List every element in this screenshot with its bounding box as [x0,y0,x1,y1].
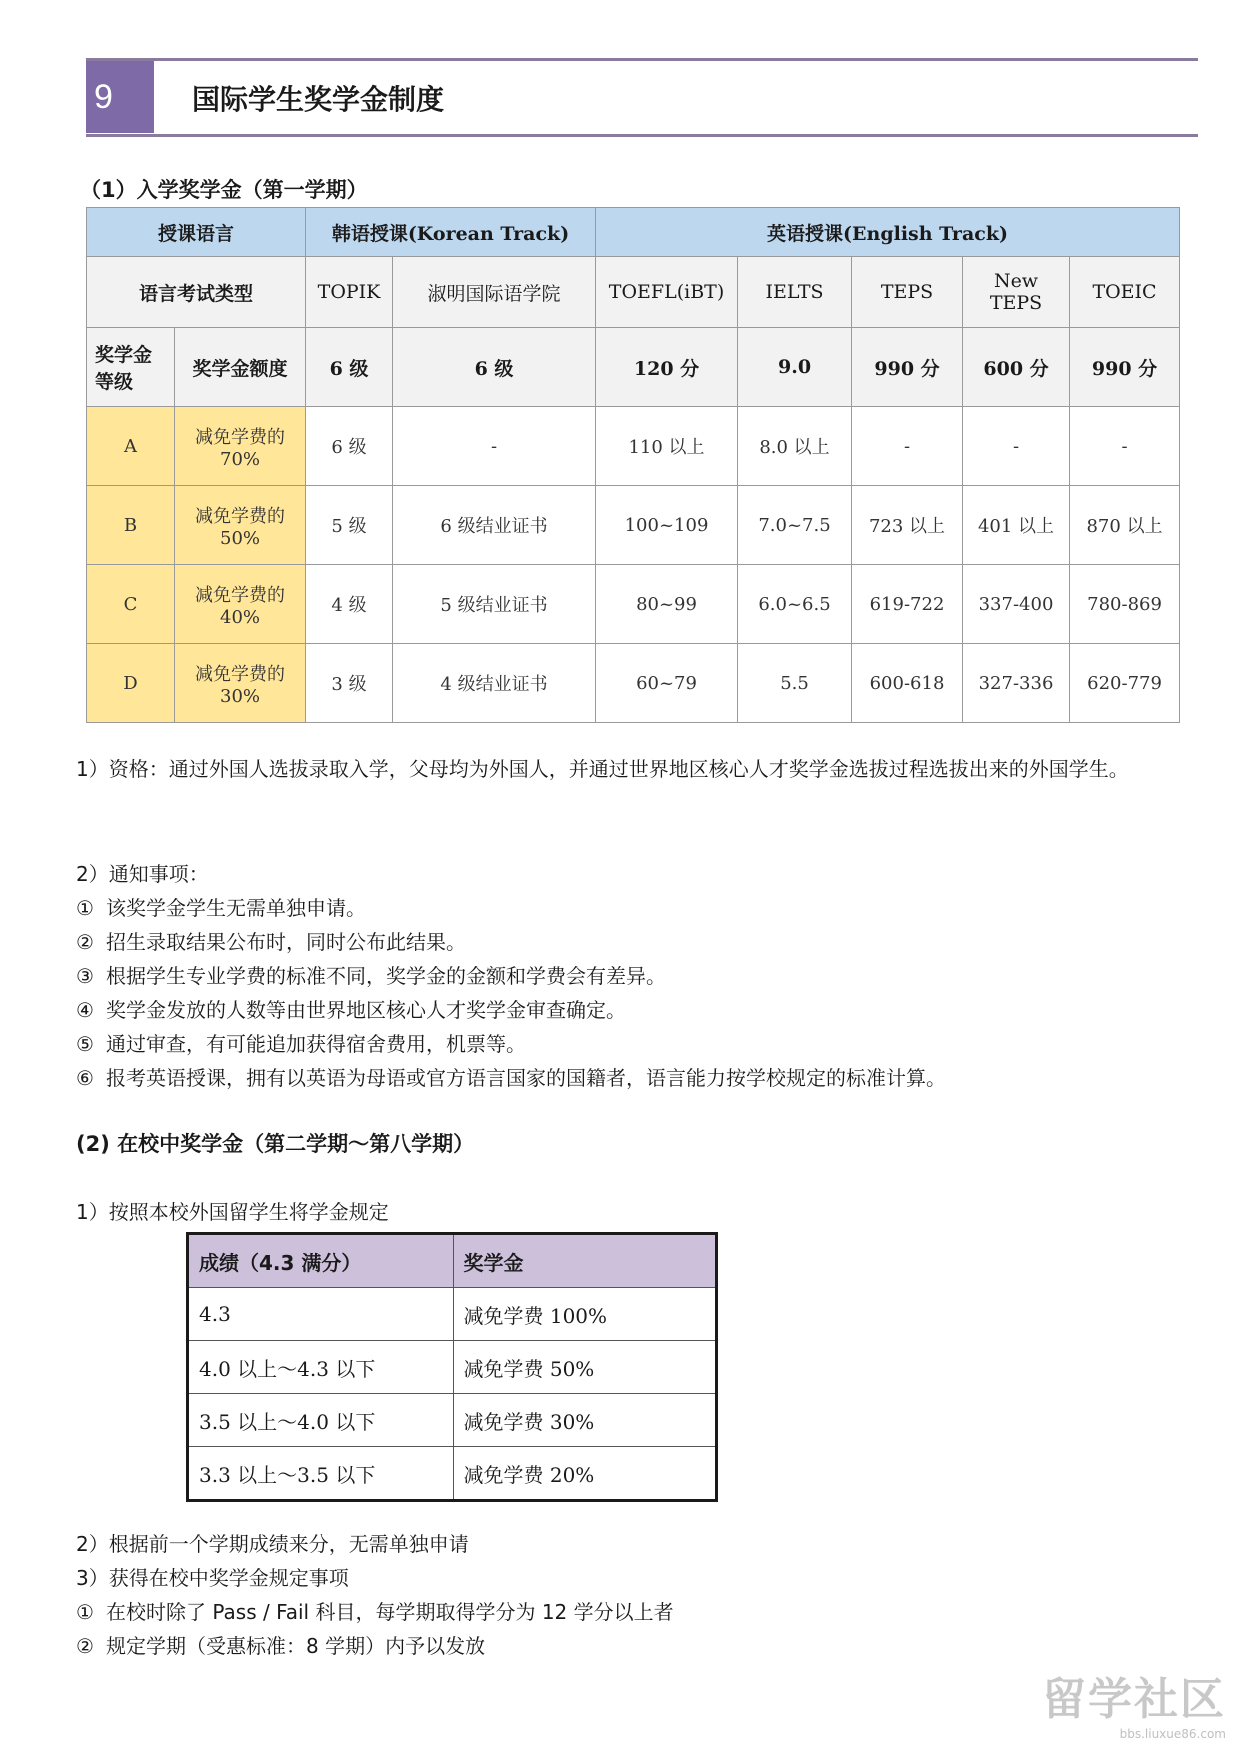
cell: 8.0 以上 [738,407,852,486]
cell: 6 级结业证书 [393,486,596,565]
rule-title: 1）按照本校外国留学生将学金规定 [76,1200,389,1224]
rule-line-3: 3）获得在校中奖学金规定事项 [76,1566,349,1590]
qualification-paragraph: 1）资格：通过外国人选拔录取入学，父母均为外国人，并通过世界地区核心人才奖学金选拔过程选拔出来的外国学生。 [76,757,1129,781]
award-header: 奖学金 [453,1234,717,1288]
exam-toefl: TOEFL(iBT) [596,257,738,328]
award-cell: 减免学费 30% [453,1394,717,1447]
cell: 401 以上 [963,486,1070,565]
rule-text: 在校时除了 Pass / Fail 科目，每学期取得学分为 12 学分以上者 [106,1600,674,1624]
watermark-brand: 留学社区 [1042,1674,1226,1725]
level-cell: D [87,644,175,723]
header-english-track: 英语授课(English Track) [596,208,1180,257]
table-header-row [188,1234,717,1288]
scholarship-amount-label: 奖学金额度 [175,328,306,407]
notice-text: 招生录取结果公布时，同时公布此结果。 [106,930,466,954]
table-row [87,486,1180,565]
rule-text: 规定学期（受惠标准：8 学期）内予以发放 [106,1634,486,1658]
max-ielts: 9.0 [738,328,852,407]
table-row [188,1288,717,1341]
max-sookmyung: 6 级 [393,328,596,407]
cell: 619-722 [852,565,963,644]
max-new-teps: 600 分 [963,328,1070,407]
notice-mark: ⑤ [76,1032,94,1056]
table-row [188,1447,717,1501]
cell: - [963,407,1070,486]
cell: 3 级 [306,644,393,723]
cell: 870 以上 [1070,486,1180,565]
rule-line-2: 2）根据前一个学期成绩来分，无需单独申请 [76,1532,469,1556]
notice-mark: ③ [76,964,94,988]
cell: 600-618 [852,644,963,723]
grade-cell: 3.3 以上～3.5 以下 [188,1447,454,1501]
cell: 5 级 [306,486,393,565]
cell: 6 级 [306,407,393,486]
table-row [87,565,1180,644]
exam-ielts: IELTS [738,257,852,328]
exam-type-label: 语言考试类型 [87,257,306,328]
notice-item [76,994,626,1023]
table-row [188,1394,717,1447]
rule-mark: ① [76,1600,94,1624]
cell: 337-400 [963,565,1070,644]
discount-cell: 减免学费的70% [175,407,306,486]
exam-type-row [87,257,1180,328]
notice-item [76,926,466,955]
cell: 7.0~7.5 [738,486,852,565]
cell: - [852,407,963,486]
rule-item [76,1630,485,1659]
notice-mark: ② [76,930,94,954]
exam-sookmyung: 淑明国际语学院 [393,257,596,328]
discount-cell: 减免学费的30% [175,644,306,723]
notice-text: 根据学生专业学费的标准不同，奖学金的金额和学费会有差异。 [106,964,666,988]
watermark [1042,1663,1226,1741]
notice-text: 通过审查，有可能追加获得宿舍费用，机票等。 [106,1032,526,1056]
notice-text: 奖学金发放的人数等由世界地区核心人才奖学金审查确定。 [106,998,626,1022]
table-header-row [87,208,1180,257]
page-title: 国际学生奖学金制度 [192,83,445,116]
discount-cell: 减免学费的50% [175,486,306,565]
cell: - [1070,407,1180,486]
in-school-scholarship-table [186,1232,718,1502]
grade-header: 成绩（4.3 满分） [188,1234,454,1288]
cell: 4 级结业证书 [393,644,596,723]
cell: 620-779 [1070,644,1180,723]
max-topik: 6 级 [306,328,393,407]
exam-teps: TEPS [852,257,963,328]
header-top-rule [86,58,1198,61]
cell: 6.0~6.5 [738,565,852,644]
grade-cell: 4.0 以上～4.3 以下 [188,1341,454,1394]
grade-cell: 3.5 以上～4.0 以下 [188,1394,454,1447]
notice-item [76,1062,946,1091]
level-cell: C [87,565,175,644]
award-cell: 减免学费 50% [453,1341,717,1394]
cell: 723 以上 [852,486,963,565]
header-korean-track: 韩语授课(Korean Track) [306,208,596,257]
max-toefl: 120 分 [596,328,738,407]
level-cell: B [87,486,175,565]
header-teaching-language: 授课语言 [87,208,306,257]
grade-cell: 4.3 [188,1288,454,1341]
page-header [86,58,1198,138]
max-teps: 990 分 [852,328,963,407]
notice-title: 2）通知事项： [76,862,209,886]
section1-title: （1）入学奖学金（第一学期） [80,178,368,202]
table-row [188,1341,717,1394]
header-bottom-rule [86,134,1198,137]
rule-item [76,1596,674,1625]
rule-mark: ② [76,1634,94,1658]
cell: 80~99 [596,565,738,644]
notice-item [76,1028,526,1057]
discount-cell: 减免学费的40% [175,565,306,644]
notice-item [76,960,666,989]
entrance-scholarship-table [86,207,1180,723]
table-row [87,407,1180,486]
notice-mark: ① [76,896,94,920]
level-cell: A [87,407,175,486]
table-row [87,644,1180,723]
cell: 327-336 [963,644,1070,723]
max-toeic: 990 分 [1070,328,1180,407]
chapter-number: 9 [86,61,154,133]
scholarship-level-label: 奖学金等级 [87,328,175,407]
cell: 110 以上 [596,407,738,486]
award-cell: 减免学费 20% [453,1447,717,1501]
notice-item [76,892,366,921]
cell: 60~79 [596,644,738,723]
exam-toeic: TOEIC [1070,257,1180,328]
cell: - [393,407,596,486]
exam-topik: TOPIK [306,257,393,328]
cell: 100~109 [596,486,738,565]
exam-new-teps: New TEPS [963,257,1070,328]
cell: 5 级结业证书 [393,565,596,644]
notice-text: 报考英语授课，拥有以英语为母语或官方语言国家的国籍者，语言能力按学校规定的标准计算。 [106,1066,946,1090]
cell: 4 级 [306,565,393,644]
award-cell: 减免学费 100% [453,1288,717,1341]
max-score-row [87,328,1180,407]
cell: 780-869 [1070,565,1180,644]
section2-title: (2) 在校中奖学金（第二学期～第八学期） [76,1132,475,1156]
notice-text: 该奖学金学生无需单独申请。 [106,896,366,920]
notice-mark: ⑥ [76,1066,94,1090]
watermark-url: bbs.liuxue86.com [1119,1727,1226,1741]
notice-mark: ④ [76,998,94,1022]
cell: 5.5 [738,644,852,723]
